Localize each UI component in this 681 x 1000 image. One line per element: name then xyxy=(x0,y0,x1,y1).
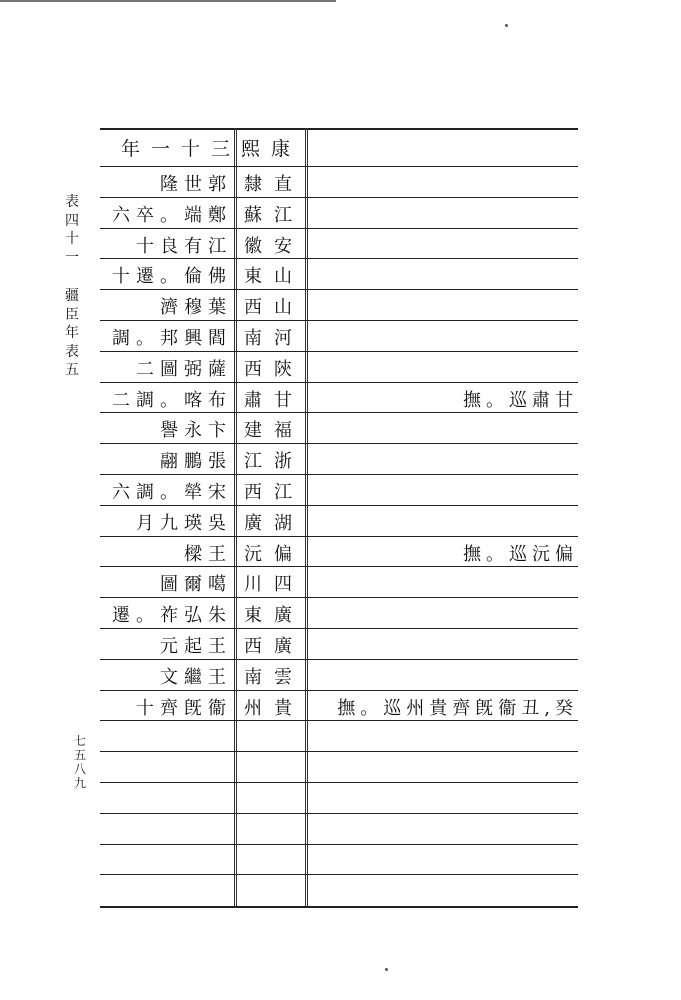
note-cell xyxy=(312,416,578,440)
note-cell: 撫。巡州貴齊旣衞丑,癸 xyxy=(337,697,578,719)
top-edge-rule xyxy=(0,0,336,2)
province-cell: 南雲 xyxy=(244,666,304,688)
margin-title-char: 年 xyxy=(65,325,79,341)
official-name-cell: 文繼王 xyxy=(160,666,232,688)
table-row xyxy=(100,289,578,319)
margin-title-char: 五 xyxy=(65,362,79,378)
page-number xyxy=(70,734,90,790)
province-cell xyxy=(240,817,304,841)
table-row xyxy=(100,874,578,904)
note-cell xyxy=(312,478,578,502)
note-cell: 撫。巡肅甘 xyxy=(463,389,578,411)
note-cell xyxy=(312,355,578,379)
official-name-cell xyxy=(100,848,232,872)
note-cell xyxy=(312,447,578,471)
note-cell: 撫。巡沅偏 xyxy=(463,543,578,565)
province-cell xyxy=(240,786,304,810)
official-name-cell: 圖爾噶 xyxy=(160,574,232,596)
province-cell xyxy=(240,755,304,779)
official-name-cell xyxy=(100,755,232,779)
official-name-cell: 十齊旣衞 xyxy=(136,697,232,719)
note-cell xyxy=(312,570,578,594)
table-bottom-rule xyxy=(100,906,578,908)
table-row xyxy=(100,412,578,442)
province-cell: 南河 xyxy=(244,328,304,349)
margin-title-gap xyxy=(62,267,82,287)
table-row xyxy=(100,566,578,596)
note-cell xyxy=(312,786,578,810)
official-name-cell: 濟穆葉 xyxy=(160,297,232,319)
table-row xyxy=(100,166,578,196)
province-cell: 西廣 xyxy=(244,636,304,657)
official-name-cell xyxy=(100,786,232,810)
page-number-char: 七 xyxy=(73,734,86,748)
margin-title-char: 表 xyxy=(65,343,79,360)
page-number-char: 八 xyxy=(73,762,86,776)
table-row xyxy=(100,536,578,566)
note-cell xyxy=(312,170,578,194)
official-name-cell: 譽永卞 xyxy=(160,420,232,442)
table-row xyxy=(100,505,578,535)
year-heading: 年一十三熙康 xyxy=(120,138,301,160)
province-cell: 沅偏 xyxy=(244,543,304,565)
official-name-cell: 六調。犖宋 xyxy=(112,482,232,503)
table-row xyxy=(100,782,578,812)
province-cell: 江浙 xyxy=(244,451,304,473)
official-name-cell: 十良有江 xyxy=(136,235,232,257)
province-cell: 西陝 xyxy=(244,358,304,380)
note-cell xyxy=(312,509,578,533)
note-cell xyxy=(312,878,578,902)
province-cell xyxy=(240,848,304,872)
margin-title-char: 一 xyxy=(65,249,79,266)
note-cell xyxy=(312,262,578,286)
table-row xyxy=(100,813,578,843)
page-number-char: 九 xyxy=(73,776,86,790)
official-name-cell: 六卒。端鄭 xyxy=(112,204,232,226)
margin-title-char: 表 xyxy=(65,194,79,210)
table-row xyxy=(100,659,578,689)
province-cell: 蘇江 xyxy=(244,204,304,226)
official-name-cell: 十遷。倫佛 xyxy=(112,266,232,288)
table-row xyxy=(100,751,578,781)
official-name-cell: 樑王 xyxy=(184,543,232,565)
province-cell: 西山 xyxy=(244,297,304,319)
official-name-cell: 隆世郭 xyxy=(160,174,232,195)
note-cell xyxy=(312,293,578,317)
note-cell xyxy=(312,632,578,656)
table-row xyxy=(100,197,578,227)
official-name-cell: 翮鵬張 xyxy=(160,451,232,473)
official-name-cell: 調。邦興閻 xyxy=(112,328,232,349)
table-row xyxy=(100,844,578,874)
note-cell xyxy=(312,201,578,225)
official-name-cell: 二調。喀布 xyxy=(112,389,232,411)
province-cell: 肅甘 xyxy=(244,389,304,411)
official-name-cell xyxy=(100,878,232,902)
official-name-cell: 月九瑛吳 xyxy=(136,512,232,534)
table-row xyxy=(100,351,578,381)
province-cell: 隸直 xyxy=(244,174,304,195)
paper-speck xyxy=(505,24,508,27)
table-row xyxy=(100,320,578,350)
table-top-rule xyxy=(100,128,578,130)
note-cell xyxy=(312,232,578,256)
official-name-cell xyxy=(100,817,232,841)
note-cell xyxy=(312,755,578,779)
table-row xyxy=(100,690,578,720)
officials-table xyxy=(100,128,580,908)
note-cell xyxy=(312,324,578,348)
table-row xyxy=(100,382,578,412)
province-cell: 東山 xyxy=(244,266,304,288)
province-cell: 建福 xyxy=(244,420,304,442)
note-cell xyxy=(312,601,578,625)
note-cell xyxy=(312,848,578,872)
note-cell xyxy=(312,724,578,748)
official-name-cell: 二圖弼薩 xyxy=(136,358,232,380)
official-name-cell: 遷。祚弘朱 xyxy=(112,605,232,627)
margin-title-char: 十 xyxy=(65,231,79,247)
table-row xyxy=(100,597,578,627)
note-cell xyxy=(312,817,578,841)
province-cell: 徽安 xyxy=(244,235,304,257)
province-cell xyxy=(240,878,304,902)
paper-speck xyxy=(385,968,388,971)
table-row xyxy=(100,258,578,288)
page-number-char: 五 xyxy=(73,748,86,762)
province-cell: 川四 xyxy=(244,574,304,596)
province-cell: 州貴 xyxy=(244,697,304,719)
table-row xyxy=(100,720,578,750)
province-cell xyxy=(240,724,304,748)
table-row xyxy=(100,628,578,658)
province-cell: 廣湖 xyxy=(244,512,304,534)
province-cell: 西江 xyxy=(244,482,304,503)
margin-title-char: 四 xyxy=(65,212,79,229)
official-name-cell: 元起王 xyxy=(160,636,232,657)
province-cell: 東廣 xyxy=(244,605,304,627)
table-row xyxy=(100,443,578,473)
margin-title xyxy=(62,193,82,380)
note-cell xyxy=(312,663,578,687)
margin-title-char: 臣 xyxy=(65,306,79,323)
official-name-cell xyxy=(100,724,232,748)
table-row xyxy=(100,474,578,504)
margin-title-char: 疆 xyxy=(65,288,79,304)
table-row xyxy=(100,228,578,258)
